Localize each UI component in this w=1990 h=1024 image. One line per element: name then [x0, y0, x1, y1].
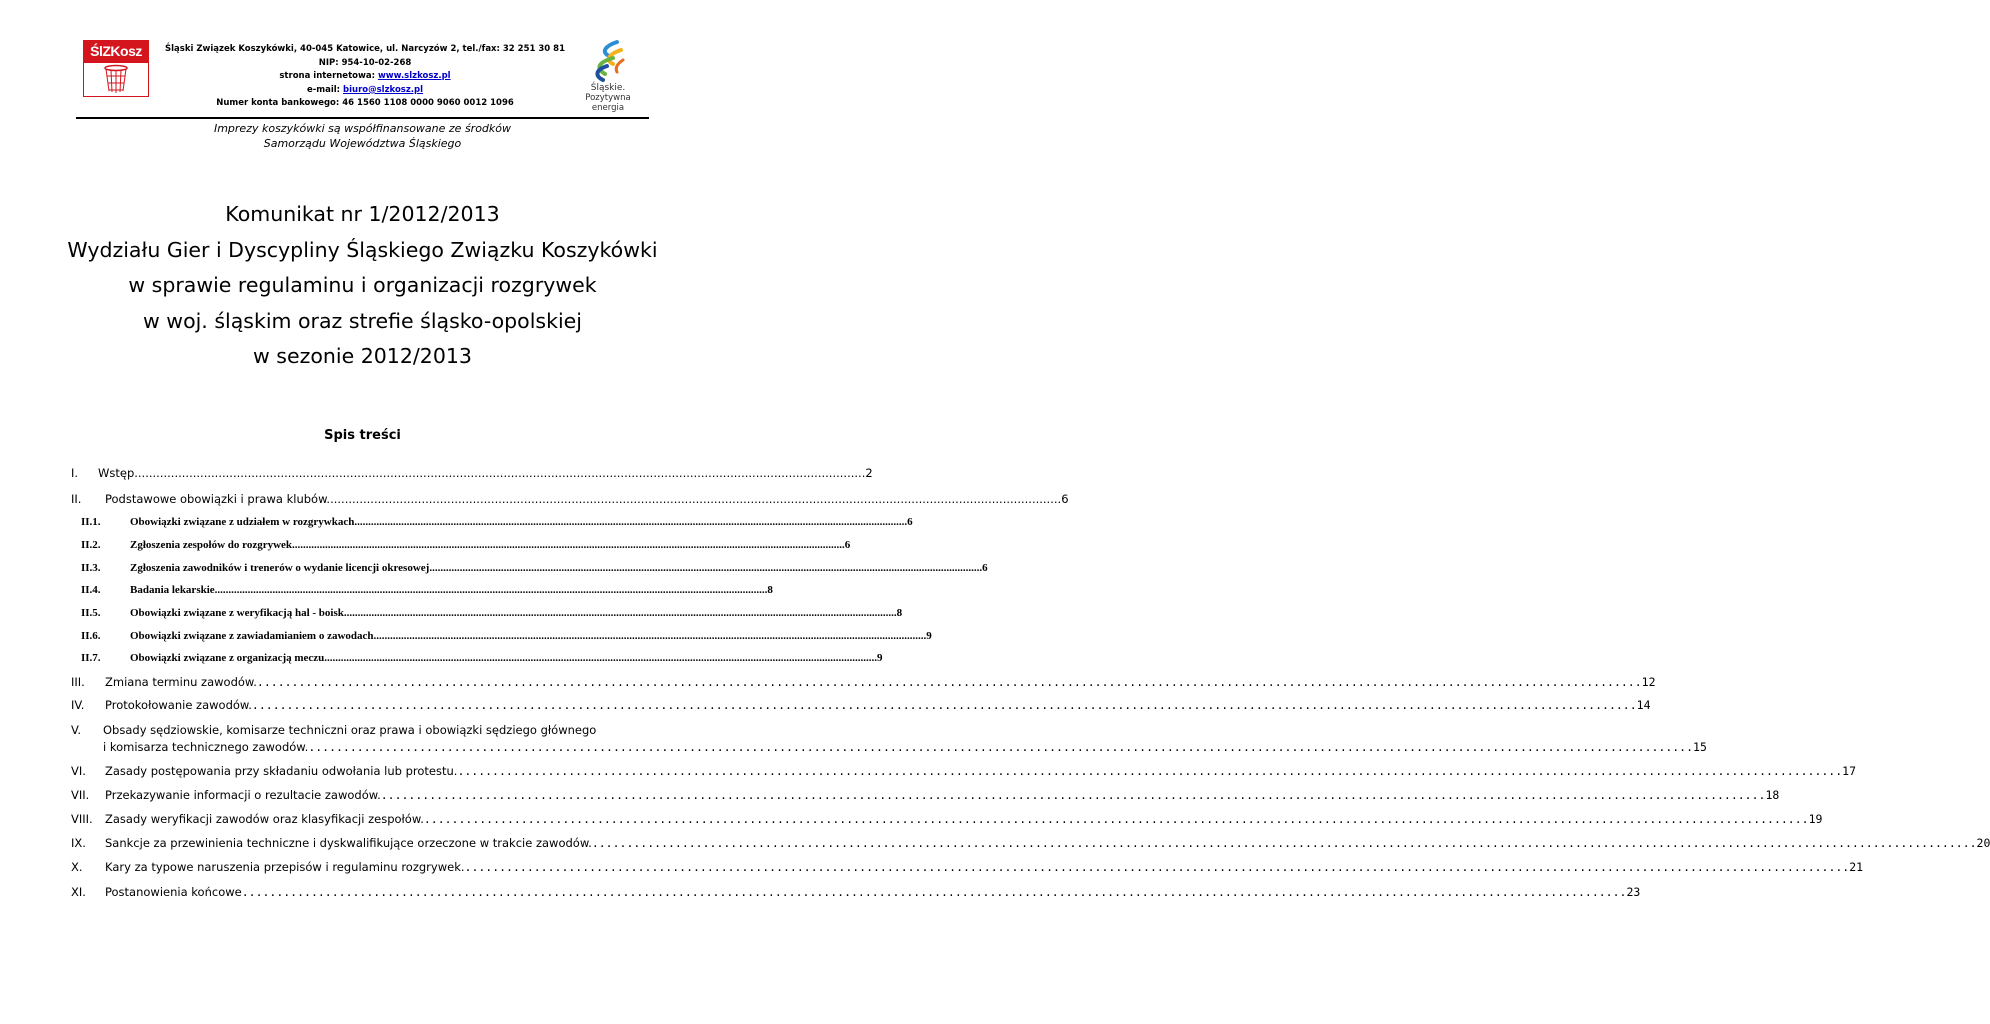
toc-subentry[interactable]	[71, 652, 883, 664]
toc-page: 2	[865, 466, 873, 480]
toc-entry-line-1[interactable]	[71, 723, 656, 737]
toc-page: 15	[1693, 740, 1707, 754]
toc-number: VIII.	[71, 812, 93, 826]
website-link[interactable]: www.slzkosz.pl	[377, 71, 451, 82]
toc-number: XI.	[71, 885, 86, 899]
toc-page: 9	[926, 630, 932, 642]
toc-leader: ........................................................................................................................................................................................................	[256, 675, 1642, 689]
header-divider	[76, 117, 649, 119]
header-address: Śląski Związek Koszykówki, 40-045 Katowice, ul. Narcyzów 2, tel./fax: 32 251 30 81	[164, 44, 565, 54]
toc-page: 14	[1636, 698, 1651, 712]
toc-page: 19	[1808, 812, 1823, 826]
toc-label: Zasady weryfikacji zawodów oraz klasyfikacji zespołów.	[105, 812, 424, 826]
header-email	[160, 84, 570, 98]
cofinancing-line-1: Imprezy koszykówki są współfinansowane ze środków	[213, 122, 512, 135]
header-website	[160, 70, 570, 84]
toc-subentry[interactable]	[71, 630, 932, 642]
website-prefix: strona internetowa:	[279, 71, 378, 82]
toc-subentry[interactable]	[71, 562, 988, 574]
cofinancing-line-2: Samorządu Województwa Śląskiego	[263, 137, 462, 150]
toc-page: 18	[1765, 788, 1780, 802]
toc-label: Zgłoszenia zawodników i trenerów o wydanie licencji okresowej.	[130, 562, 433, 574]
toc-page: 17	[1842, 764, 1857, 778]
toc-label: Protokołowanie zawodów.	[105, 698, 252, 712]
toc-entry[interactable]	[71, 812, 1823, 826]
toc-label: Sankcje za przewinienia techniczne i dyskwalifikujące orzeczone w trakcie zawodów.	[105, 836, 592, 850]
toc-label: Zasady postępowania przy składaniu odwołania lub protestu.	[105, 764, 458, 778]
logo-text: ŚlZKosz	[90, 43, 142, 59]
toc-page: 23	[1626, 885, 1641, 899]
email-prefix: e-mail:	[306, 84, 344, 95]
header-nip: NIP: 954-10-02-268	[318, 57, 412, 68]
toc-leader: ........................................................................................................................................................................................................	[432, 562, 983, 574]
toc-leader: ........................................................................................................................................................................................................	[591, 836, 1977, 850]
toc-entry[interactable]	[71, 698, 1651, 712]
title-line: Wydziału Gier i Dyscypliny Śląskiego Związku Koszykówki	[67, 237, 658, 262]
toc-number: II.3.	[81, 562, 101, 574]
toc-entry[interactable]	[71, 836, 1990, 850]
toc-label: Obowiązki związane z zawiadamianiem o zawodach.	[130, 630, 377, 642]
toc-subentry[interactable]	[71, 584, 773, 596]
toc-label-continued: i komisarza technicznego zawodów.	[103, 740, 309, 754]
slzkosz-logo	[83, 40, 149, 97]
toc-leader: ........................................................................................................................................................................................................	[457, 764, 1843, 778]
title-line: Komunikat nr 1/2012/2013	[225, 202, 500, 226]
toc-number: I.	[71, 466, 79, 480]
toc-leader: ........................................................................................................................................................................................................	[134, 466, 866, 480]
toc-leader: ........................................................................................................................................................................................................	[241, 885, 1627, 899]
toc-number: III.	[71, 675, 85, 689]
toc-page: 8	[767, 584, 773, 596]
toc-number: II.1.	[81, 516, 101, 528]
toc-number: II.5.	[81, 607, 101, 619]
slaskie-label: Śląskie.	[590, 83, 626, 93]
toc-leader: ........................................................................................................................................................................................................	[346, 607, 897, 619]
basket-icon	[104, 65, 128, 95]
toc-entry-line-2[interactable]	[103, 740, 1707, 754]
toc-page: 12	[1641, 675, 1656, 689]
toc-page: 6	[844, 539, 851, 551]
toc-page: 21	[1849, 860, 1864, 874]
toc-label: Wstęp	[98, 466, 135, 480]
toc-entry[interactable]	[71, 860, 1864, 874]
toc-entry[interactable]	[71, 764, 1857, 778]
document-title	[0, 197, 725, 375]
title-line: w sezonie 2012/2013	[253, 344, 472, 368]
toc-leader: ........................................................................................................................................................................................................	[251, 698, 1637, 712]
toc-number: X.	[71, 860, 83, 874]
toc-entry[interactable]	[71, 885, 1641, 899]
toc-number: VI.	[71, 764, 86, 778]
toc-leader: ........................................................................................................................................................................................................	[423, 812, 1809, 826]
toc-leader: ........................................................................................................................................................................................................	[464, 860, 1850, 874]
toc-page: 6	[1061, 492, 1069, 506]
toc-label: Kary za typowe naruszenia przepisów i regulaminu rozgrywek.	[105, 860, 465, 874]
toc-subentry[interactable]	[71, 539, 851, 551]
toc-leader: ........................................................................................................................................................................................................	[327, 652, 878, 664]
slaskie-slogan: Pozytywna energia	[585, 93, 631, 113]
toc-label: Badania lekarskie.	[130, 584, 218, 596]
email-link[interactable]: biuro@slzkosz.pl	[343, 84, 424, 95]
toc-entry[interactable]	[71, 675, 1656, 689]
toc-heading: Spis treści	[324, 428, 401, 443]
toc-label: Zgłoszenia zespołów do rozgrywek.	[130, 539, 295, 551]
toc-leader: ........................................................................................................................................................................................................	[330, 492, 1062, 506]
toc-number: IV.	[71, 698, 85, 712]
toc-leader: ........................................................................................................................................................................................................	[357, 516, 908, 528]
toc-number: II.2.	[81, 539, 101, 551]
toc-label: Zmiana terminu zawodów.	[105, 675, 257, 689]
toc-number: II.4.	[81, 584, 101, 596]
toc-leader: ........................................................................................................................................................................................................	[217, 584, 768, 596]
toc-page: 6	[907, 516, 913, 528]
toc-label: Obowiązki związane z organizacją meczu.	[130, 652, 328, 664]
toc-entry[interactable]	[71, 788, 1780, 802]
title-line: w sprawie regulaminu i organizacji rozgrywek	[128, 273, 597, 297]
toc-label: Przekazywanie informacji o rezultacie zawodów.	[105, 788, 381, 802]
toc-number: II.	[71, 492, 82, 506]
toc-subentry[interactable]	[71, 607, 903, 619]
toc-page: 8	[896, 607, 903, 619]
toc-number: V.	[71, 723, 82, 737]
toc-subentry[interactable]	[71, 516, 913, 528]
toc-number: II.7.	[81, 652, 101, 664]
toc-entry[interactable]	[71, 466, 873, 480]
slaskie-waves-icon	[587, 40, 629, 82]
toc-entry[interactable]	[71, 492, 1069, 506]
toc-page: 20	[1976, 836, 1990, 850]
title-line: w woj. śląskim oraz strefie śląsko-opolskiej	[143, 308, 582, 333]
toc-page: 9	[877, 652, 883, 664]
toc-leader: ........................................................................................................................................................................................................	[308, 740, 1694, 754]
toc-number: II.6.	[81, 630, 101, 642]
toc-number: IX.	[71, 836, 86, 850]
toc-leader: ........................................................................................................................................................................................................	[380, 788, 1766, 802]
header-bank-account: Numer konta bankowego: 46 1560 1108 0000 9060 0012 1096	[216, 98, 514, 109]
toc-label: Obowiązki związane z weryfikacją hal - boisk.	[130, 607, 347, 619]
toc-leader: ........................................................................................................................................................................................................	[376, 630, 927, 642]
cofinancing-note	[76, 121, 649, 151]
toc-label: Postanowienia końcowe	[105, 885, 242, 899]
toc-label: Podstawowe obowiązki i prawa klubów.	[105, 492, 331, 506]
toc-label: Obowiązki związane z udziałem w rozgrywkach.	[130, 516, 358, 528]
slaskie-logo	[568, 40, 648, 113]
toc-label: Obsady sędziowskie, komisarze techniczni oraz prawa i obowiązki sędziego głównego	[103, 723, 597, 737]
header-contact	[160, 43, 570, 111]
toc-number: VII.	[71, 788, 90, 802]
toc-page: 6	[982, 562, 988, 574]
toc-leader: ........................................................................................................................................................................................................	[294, 539, 845, 551]
